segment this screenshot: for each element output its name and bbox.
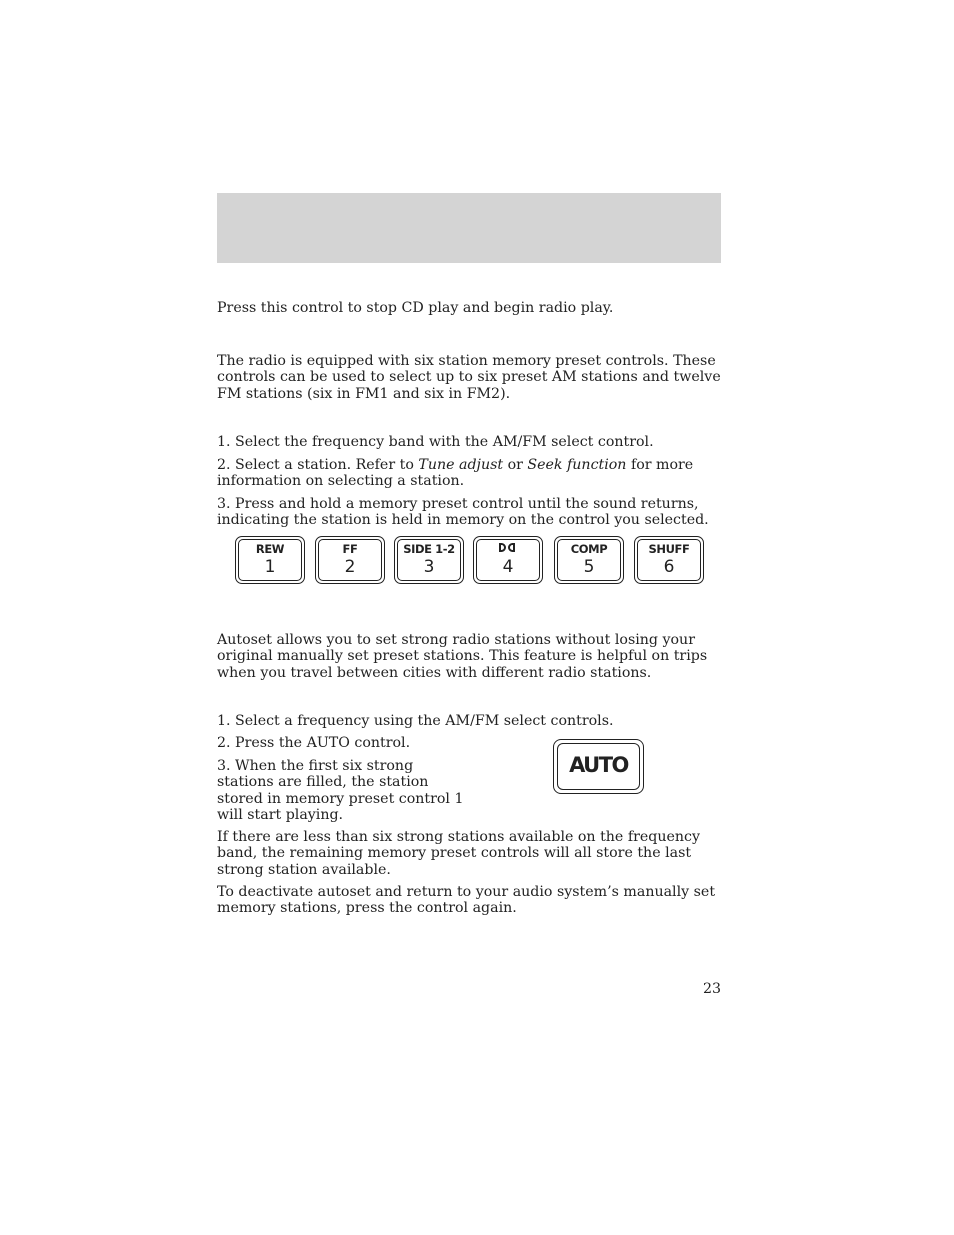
preset-button-label: FF bbox=[342, 542, 358, 556]
presets-step-2: 2. Select a station. Refer to Tune adjust or Seek function for more information on selecting a station. bbox=[217, 457, 694, 490]
auto-button-label: AUTO bbox=[569, 753, 628, 777]
preset-button-label: SIDE 1-2 bbox=[403, 542, 455, 556]
preset-button-label: SHUFF bbox=[648, 542, 690, 556]
page-number: 23 bbox=[702, 981, 721, 997]
preset-button-number: 3 bbox=[423, 557, 435, 577]
autoset-step-1: 1. Select a frequency using the AM/FM select controls. bbox=[217, 713, 614, 729]
preset-button-2[interactable] bbox=[315, 536, 385, 584]
section-header-band bbox=[217, 193, 721, 263]
preset-button-3[interactable] bbox=[394, 536, 464, 584]
autoset-note-2: To deactivate autoset and return to your audio system’s manually set memory stations, press the control again. bbox=[217, 884, 716, 917]
autoset-intro: Autoset allows you to set strong radio stations without losing your original manually set preset stations. This feature is helpful on trips when you travel between cities with different radio stations. bbox=[217, 632, 708, 681]
preset-button-5[interactable] bbox=[554, 536, 624, 584]
preset-button-number: 6 bbox=[663, 557, 675, 577]
preset-button-label: REW bbox=[255, 542, 285, 556]
cd-radio-text: Press this control to stop CD play and begin radio play. bbox=[217, 300, 614, 316]
preset-button-1[interactable] bbox=[235, 536, 305, 584]
tune-adjust-ref: Tune adjust bbox=[418, 457, 504, 473]
preset-button-row bbox=[235, 536, 710, 586]
presets-step-1: 1. Select the frequency band with the AM/FM select control. bbox=[217, 434, 654, 450]
presets-intro: The radio is equipped with six station memory preset controls. These controls can be used to select up to six preset AM stations and twelve FM stations (six in FM1 and six in FM2). bbox=[217, 353, 721, 402]
preset-button-number: 5 bbox=[583, 557, 595, 577]
autoset-step-2: 2. Press the AUTO control. bbox=[217, 735, 411, 751]
auto-button[interactable] bbox=[553, 739, 644, 794]
presets-step-3: 3. Press and hold a memory preset control until the sound returns, indicating the station is held in memory on the control you selected. bbox=[217, 496, 709, 529]
preset-button-6[interactable] bbox=[634, 536, 704, 584]
dolby-icon bbox=[499, 543, 517, 554]
autoset-note-1: If there are less than six strong stations available on the frequency band, the remaining memory preset controls will all store the last strong station available. bbox=[217, 829, 700, 878]
autoset-step-3: 3. When the first six strong stations are filled, the station stored in memory preset control 1 will start playing. bbox=[217, 758, 464, 823]
preset-button-4[interactable] bbox=[473, 536, 543, 584]
preset-button-label: COMP bbox=[570, 542, 608, 556]
preset-button-number: 2 bbox=[344, 557, 356, 577]
preset-button-number: 1 bbox=[264, 557, 276, 577]
seek-function-ref: Seek function bbox=[527, 457, 627, 473]
preset-button-number: 4 bbox=[502, 557, 514, 577]
